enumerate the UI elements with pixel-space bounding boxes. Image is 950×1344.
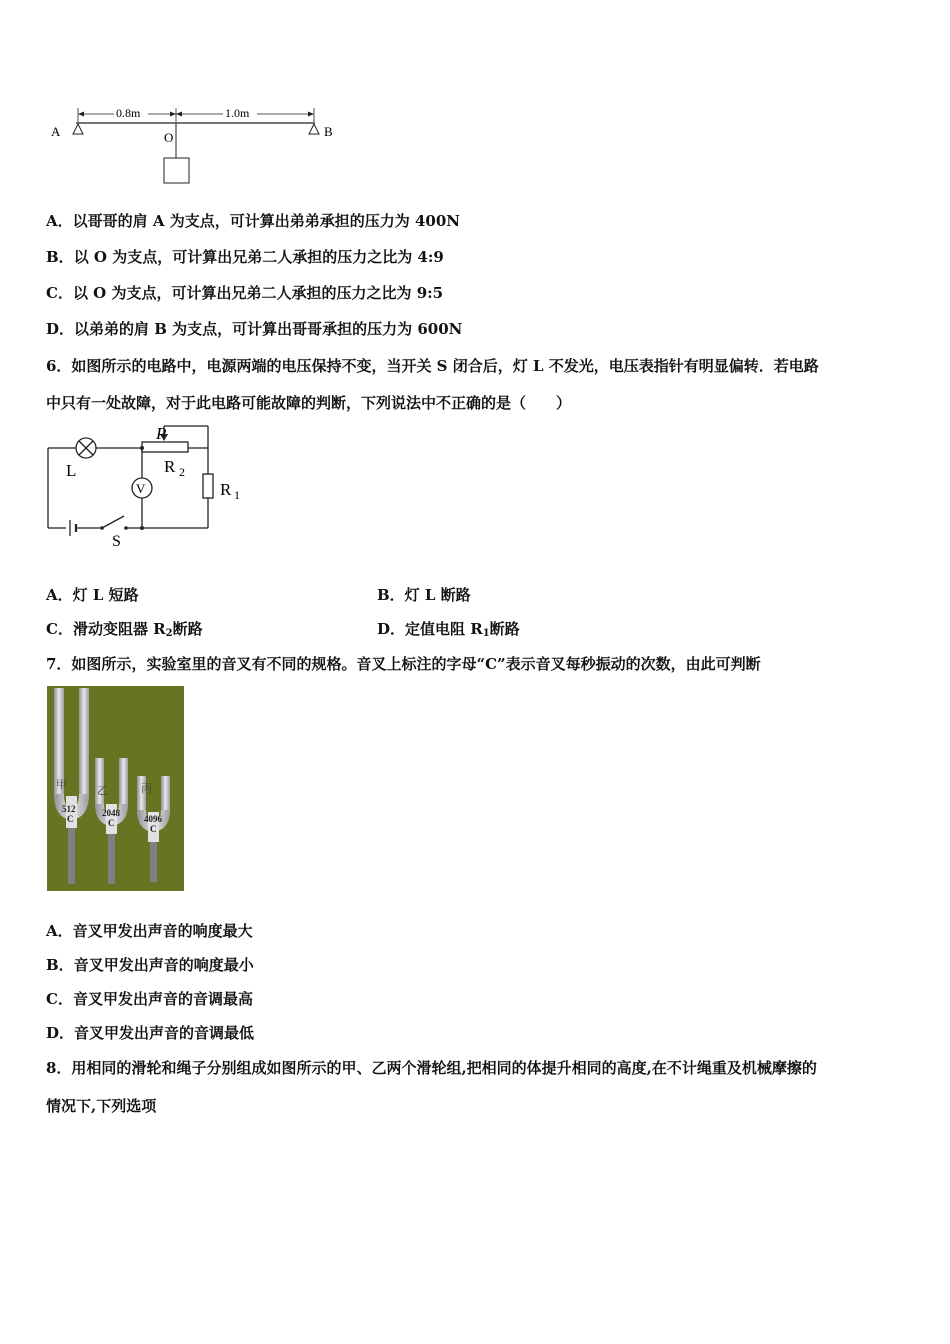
r2-sub: 2 [179, 465, 185, 479]
svg-text:C: C [67, 814, 74, 824]
q5-option-d: D．以弟弟的肩 B 为支点，可计算出哥哥承担的压力为 600N [46, 320, 463, 338]
svg-text:乙: 乙 [97, 785, 108, 797]
dim-left-label: 0.8m [116, 106, 141, 120]
q5-option-b: B．以 O 为支点，可计算出兄弟二人承担的压力之比为 4:9 [46, 248, 444, 266]
r2-label: R [164, 457, 176, 476]
r1-sub: 1 [234, 488, 240, 502]
circuit-diagram [40, 420, 260, 555]
q6-stem-line2: 中只有一处故障，对于此电路可能故障的判断，下列说法中不正确的是（ ） [46, 394, 572, 412]
lamp-label: L [66, 461, 77, 480]
tuning-fork-photo [47, 686, 184, 891]
switch-label: S [112, 533, 121, 550]
svg-text:C: C [108, 818, 115, 828]
q6-option-d: D．定值电阻 $R_1$断路 [377, 620, 520, 639]
svg-text:丙: 丙 [141, 783, 152, 795]
q5-option-a: A．以哥哥的肩 A 为支点，可计算出弟弟承担的压力为 400N [46, 212, 460, 230]
q5-option-c: C．以 O 为支点，可计算出兄弟二人承担的压力之比为 9:5 [46, 284, 444, 302]
q7-stem: 7．如图所示，实验室里的音叉有不同的规格。音叉上标注的字母“C”表示音叉每秒振动的次数，由此可判断 [46, 655, 761, 673]
q8-stem-line1: 8．用相同的滑轮和绳子分别组成如图所示的甲、乙两个滑轮组,把相同的体提升相同的高度,在不计绳重及机械摩擦的 [46, 1059, 817, 1077]
q8-stem-line2: 情况下,下列选项 [46, 1097, 157, 1115]
weight-box [164, 158, 189, 183]
svg-text:甲: 甲 [56, 779, 67, 791]
svg-text:C: C [150, 824, 157, 834]
resistor-r1 [203, 474, 213, 498]
support-b [309, 124, 319, 134]
rheostat-r2 [142, 442, 188, 452]
slider-label: P [156, 424, 167, 443]
lever-diagram [40, 100, 360, 192]
svg-text:4096: 4096 [144, 814, 162, 824]
voltmeter-label: V [136, 481, 146, 496]
q6-stem-line1: 6．如图所示的电路中，电源两端的电压保持不变，当开关 S 闭合后，灯 L 不发光，电压表指针有明显偏转．若电路 [46, 357, 819, 375]
q7-option-b: B．音叉甲发出声音的响度最小 [46, 956, 254, 974]
r1-label: R [220, 480, 232, 499]
svg-text:512: 512 [62, 804, 76, 814]
q7-option-c: C．音叉甲发出声音的音调最高 [46, 990, 253, 1008]
label-o: O [164, 130, 174, 145]
q7-option-a: A．音叉甲发出声音的响度最大 [46, 922, 253, 940]
q7-option-d: D．音叉甲发出声音的音调最低 [46, 1024, 255, 1042]
svg-text:2048: 2048 [102, 808, 120, 818]
label-a: A [51, 124, 61, 139]
q6-option-b: B．灯 L 断路 [377, 586, 471, 604]
dim-right-label: 1.0m [225, 106, 250, 120]
label-b: B [324, 124, 333, 139]
support-a [73, 124, 83, 134]
q6-option-c: C．滑动变阻器 $R_2$断路 [46, 620, 203, 639]
q6-option-a: A．灯 L 短路 [46, 586, 139, 604]
switch-symbol [102, 516, 124, 528]
